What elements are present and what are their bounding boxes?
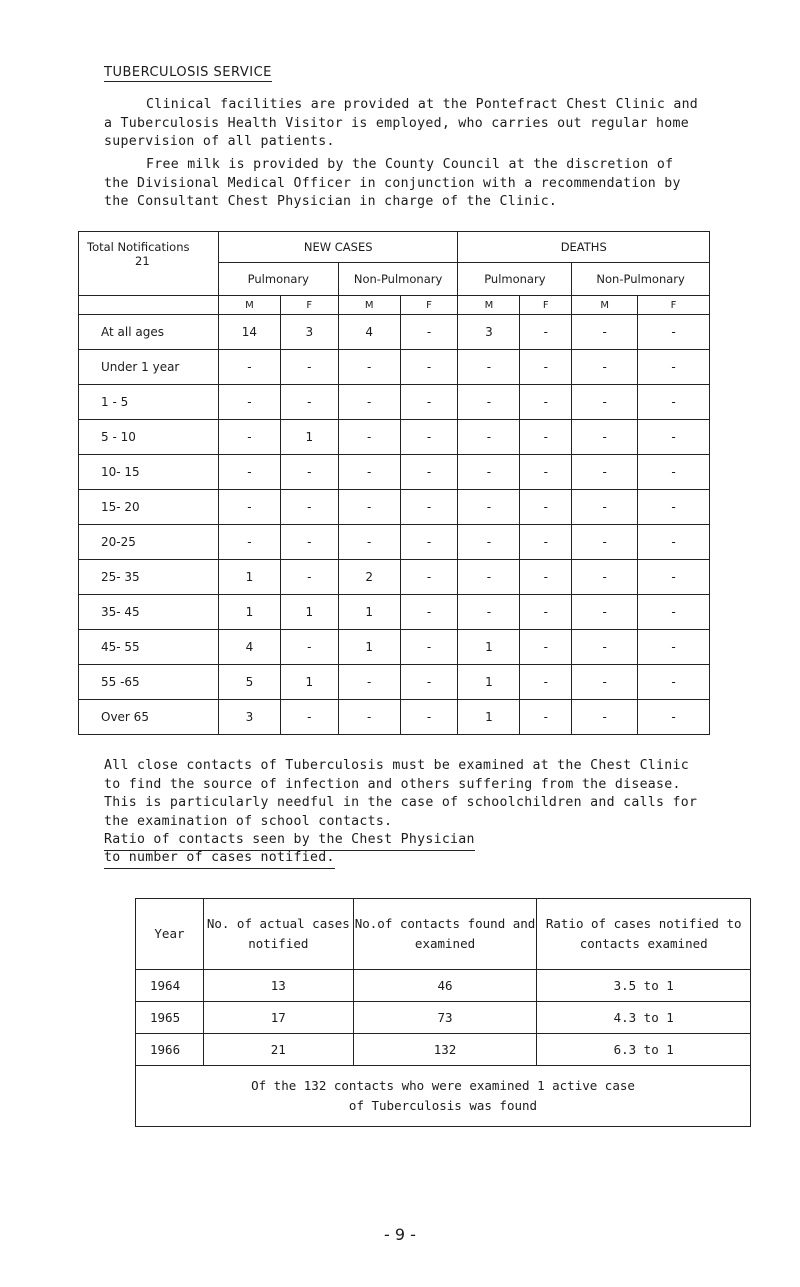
count-cell: -: [638, 595, 710, 630]
count-cell: -: [400, 350, 458, 385]
count-cell: -: [400, 560, 458, 595]
count-cell: 1: [338, 630, 400, 665]
count-cell: -: [280, 385, 338, 420]
count-cell: 2: [338, 560, 400, 595]
contacts-examined-header: No.of contacts found and examined: [353, 899, 537, 970]
count-cell: -: [400, 455, 458, 490]
count-cell: 1: [280, 595, 338, 630]
ratio-cell: 3.5 to 1: [537, 970, 751, 1002]
count-cell: -: [572, 700, 638, 735]
count-cell: -: [218, 455, 280, 490]
contacts-cell: 46: [353, 970, 537, 1002]
count-cell: -: [520, 630, 572, 665]
count-cell: 1: [218, 560, 280, 595]
table-row: [79, 455, 710, 490]
table-row: [79, 700, 710, 735]
contacts-cell: 132: [353, 1034, 537, 1066]
count-cell: -: [218, 490, 280, 525]
table-row: [79, 420, 710, 455]
contacts-note: [136, 1066, 751, 1127]
count-cell: -: [638, 420, 710, 455]
count-cell: -: [638, 525, 710, 560]
count-cell: -: [520, 525, 572, 560]
age-group-cell: At all ages: [79, 315, 219, 350]
table-row: [136, 1034, 751, 1066]
count-cell: -: [400, 700, 458, 735]
count-cell: -: [520, 420, 572, 455]
count-cell: -: [572, 630, 638, 665]
count-cell: 3: [458, 315, 520, 350]
count-cell: -: [400, 595, 458, 630]
death-pulmonary-header: Pulmonary: [458, 263, 572, 296]
table-row: [136, 1002, 751, 1034]
contacts-table: [135, 898, 751, 1127]
new-non-pulmonary-header: Non-Pulmonary: [338, 263, 458, 296]
count-cell: -: [338, 665, 400, 700]
count-cell: -: [280, 490, 338, 525]
count-cell: -: [280, 525, 338, 560]
total-notifications-header: [79, 232, 219, 296]
count-cell: -: [572, 525, 638, 560]
count-cell: -: [280, 350, 338, 385]
sex-header-f: F: [520, 296, 572, 315]
contacts-cell: 73: [353, 1002, 537, 1034]
age-group-cell: 20-25: [79, 525, 219, 560]
count-cell: -: [520, 350, 572, 385]
ratio-header: Ratio of cases notified to contacts examined: [537, 899, 751, 970]
count-cell: -: [400, 315, 458, 350]
deaths-header: DEATHS: [458, 232, 710, 263]
count-cell: -: [638, 385, 710, 420]
sex-header-m: M: [572, 296, 638, 315]
sex-header-m: M: [338, 296, 400, 315]
count-cell: -: [572, 315, 638, 350]
count-cell: -: [638, 630, 710, 665]
count-cell: -: [638, 350, 710, 385]
count-cell: -: [218, 385, 280, 420]
table-row: [79, 490, 710, 525]
count-cell: -: [338, 700, 400, 735]
count-cell: -: [572, 455, 638, 490]
count-cell: -: [338, 490, 400, 525]
year-cell: 1964: [136, 970, 204, 1002]
count-cell: -: [572, 595, 638, 630]
count-cell: -: [458, 455, 520, 490]
death-non-pulmonary-header: Non-Pulmonary: [572, 263, 710, 296]
table-row: [79, 350, 710, 385]
count-cell: -: [520, 595, 572, 630]
count-cell: -: [638, 700, 710, 735]
cases-notified-header: No. of actual cases notified: [203, 899, 353, 970]
count-cell: 1: [280, 420, 338, 455]
age-group-cell: 45- 55: [79, 630, 219, 665]
ratio-heading-line-1: Ratio of contacts seen by the Chest Physician: [104, 831, 475, 851]
count-cell: -: [218, 350, 280, 385]
count-cell: -: [218, 525, 280, 560]
count-cell: 5: [218, 665, 280, 700]
count-cell: -: [280, 455, 338, 490]
count-cell: -: [400, 630, 458, 665]
count-cell: 4: [338, 315, 400, 350]
count-cell: 3: [218, 700, 280, 735]
count-cell: -: [458, 560, 520, 595]
count-cell: -: [458, 595, 520, 630]
age-group-cell: 5 - 10: [79, 420, 219, 455]
count-cell: -: [338, 385, 400, 420]
paragraph-free-milk: Free milk is provided by the County Council at the discretion of the Divisional Medical Officer in conjunction with a recommendation by the Consultant Chest Physician in charge of the Clinic.: [104, 157, 681, 209]
count-cell: -: [280, 630, 338, 665]
count-cell: 1: [218, 595, 280, 630]
table-row: [79, 315, 710, 350]
cases-cell: 21: [203, 1034, 353, 1066]
table-row: [79, 560, 710, 595]
notifications-table: [78, 231, 710, 735]
year-cell: 1965: [136, 1002, 204, 1034]
table-row: [79, 630, 710, 665]
count-cell: 1: [458, 700, 520, 735]
count-cell: -: [520, 665, 572, 700]
page-number: - 9 -: [384, 1225, 416, 1244]
count-cell: 1: [458, 665, 520, 700]
count-cell: -: [572, 665, 638, 700]
cases-cell: 17: [203, 1002, 353, 1034]
count-cell: -: [338, 455, 400, 490]
count-cell: -: [638, 560, 710, 595]
count-cell: -: [638, 665, 710, 700]
count-cell: -: [638, 315, 710, 350]
age-group-cell: Under 1 year: [79, 350, 219, 385]
count-cell: -: [280, 700, 338, 735]
age-group-cell: 15- 20: [79, 490, 219, 525]
table-row: [79, 665, 710, 700]
paragraph-clinical-facilities: Clinical facilities are provided at the Pontefract Chest Clinic and a Tuberculosis Health Visitor is employed, who carries out regular home supervision of all patients.: [104, 97, 699, 149]
count-cell: -: [572, 385, 638, 420]
count-cell: -: [458, 490, 520, 525]
age-group-cell: 10- 15: [79, 455, 219, 490]
ratio-cell: 4.3 to 1: [537, 1002, 751, 1034]
age-group-cell: 1 - 5: [79, 385, 219, 420]
age-group-cell: Over 65: [79, 700, 219, 735]
count-cell: -: [638, 455, 710, 490]
sex-header-m: M: [458, 296, 520, 315]
count-cell: 1: [338, 595, 400, 630]
total-notifications-value: 21: [135, 254, 150, 268]
paragraph-close-contacts: All close contacts of Tuberculosis must be examined at the Chest Clinic to find the source of infection and others suffering from the disease. This is particularly needful in the case of schoolchildren and calls for the examination of school contacts.: [104, 758, 698, 829]
count-cell: -: [400, 420, 458, 455]
blank-header-cell: [79, 296, 219, 315]
count-cell: 14: [218, 315, 280, 350]
count-cell: -: [280, 560, 338, 595]
age-group-cell: 25- 35: [79, 560, 219, 595]
count-cell: 1: [280, 665, 338, 700]
count-cell: -: [458, 385, 520, 420]
count-cell: -: [458, 420, 520, 455]
count-cell: -: [338, 350, 400, 385]
new-cases-header: NEW CASES: [218, 232, 458, 263]
sex-header-f: F: [280, 296, 338, 315]
year-cell: 1966: [136, 1034, 204, 1066]
table-row: [136, 970, 751, 1002]
table-row: [79, 385, 710, 420]
count-cell: 4: [218, 630, 280, 665]
count-cell: -: [458, 525, 520, 560]
cases-cell: 13: [203, 970, 353, 1002]
count-cell: -: [638, 490, 710, 525]
count-cell: 3: [280, 315, 338, 350]
total-notifications-label: Total Notifications: [87, 240, 190, 254]
ratio-heading-line-2: to number of cases notified.: [104, 849, 335, 869]
contacts-note-text: Of the 132 contacts who were examined 1 active case of Tuberculosis was found: [251, 1078, 635, 1113]
count-cell: -: [520, 700, 572, 735]
count-cell: -: [520, 315, 572, 350]
new-pulmonary-header: Pulmonary: [218, 263, 338, 296]
section-heading: TUBERCULOSIS SERVICE: [104, 65, 272, 80]
count-cell: -: [520, 560, 572, 595]
table-row: [79, 595, 710, 630]
age-group-cell: 55 -65: [79, 665, 219, 700]
table-row: [79, 525, 710, 560]
count-cell: -: [400, 490, 458, 525]
count-cell: -: [572, 350, 638, 385]
count-cell: -: [338, 420, 400, 455]
sex-header-m: M: [218, 296, 280, 315]
count-cell: -: [572, 560, 638, 595]
sex-header-f: F: [638, 296, 710, 315]
count-cell: -: [572, 490, 638, 525]
count-cell: -: [520, 490, 572, 525]
note-row: [136, 1066, 751, 1127]
count-cell: -: [338, 525, 400, 560]
count-cell: 1: [458, 630, 520, 665]
count-cell: -: [218, 420, 280, 455]
count-cell: -: [520, 385, 572, 420]
year-header: Year: [136, 899, 204, 970]
count-cell: -: [400, 665, 458, 700]
count-cell: -: [400, 385, 458, 420]
age-group-cell: 35- 45: [79, 595, 219, 630]
count-cell: -: [520, 455, 572, 490]
count-cell: -: [572, 420, 638, 455]
count-cell: -: [400, 525, 458, 560]
ratio-cell: 6.3 to 1: [537, 1034, 751, 1066]
sex-header-f: F: [400, 296, 458, 315]
count-cell: -: [458, 350, 520, 385]
